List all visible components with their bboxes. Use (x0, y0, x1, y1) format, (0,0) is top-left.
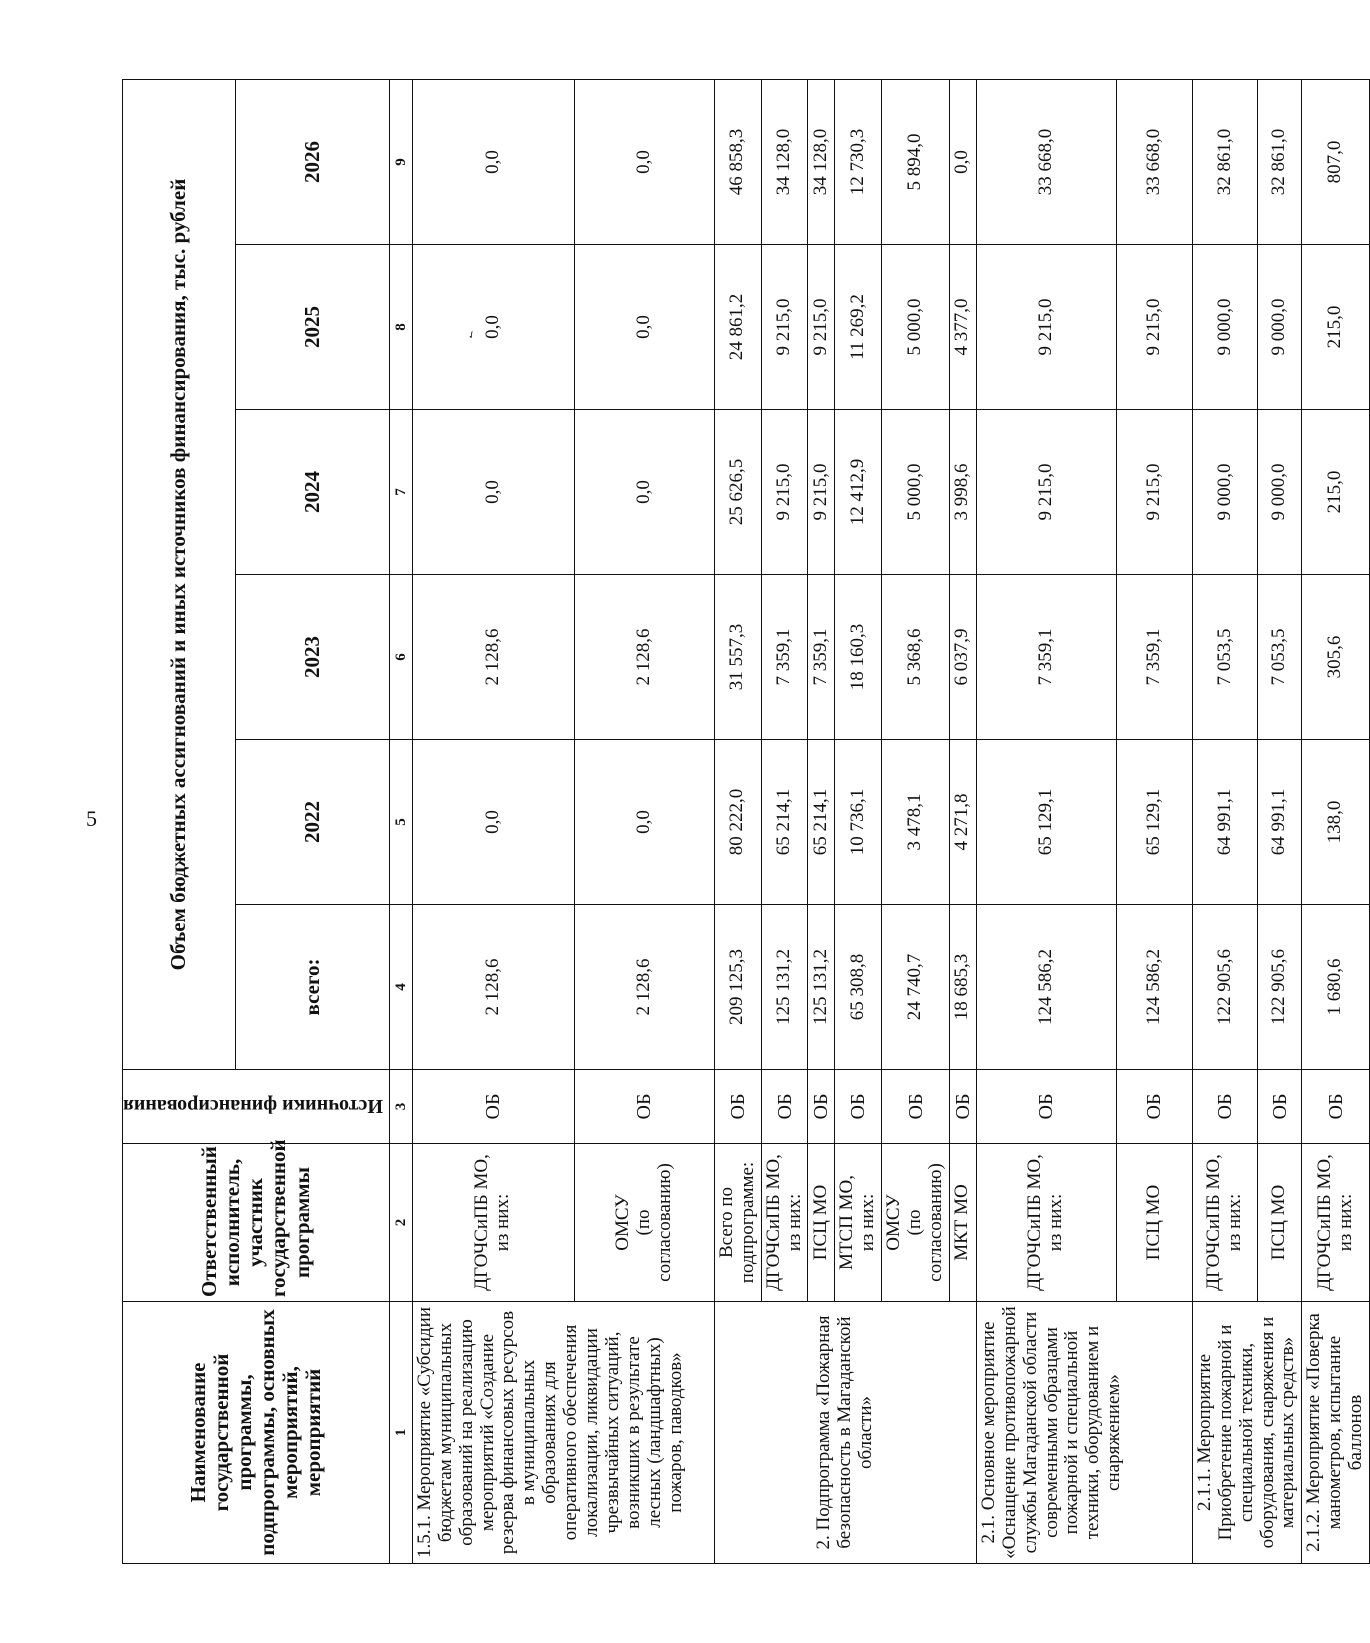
source-cell: ОБ (761, 1070, 808, 1144)
source-cell: ОБ (949, 1070, 976, 1144)
executor-cell: МКТ МО (949, 1144, 976, 1302)
amount-cell: 65 214,1 (808, 740, 835, 905)
table-row (1192, 79, 1257, 1563)
source-cell: ОБ (1192, 1070, 1257, 1144)
activity-name-cell: 2. Подпрограмма «Пожарная безопасность в Магаданской области» (714, 1302, 976, 1564)
header-year-2025: 2025 (235, 245, 389, 410)
activity-name-cell: 1.5.1. Мероприятие «Субсидии бюджетам муниципальных образований на реализацию мероприятий «Создание резерва финансовых ресурсов в муниципальных образованиях для оперативного обеспечения локализации, ликвидации чрезвычайных ситуаций, возникших в результате лесных (ландшафтных) пожаров, паводков» (412, 1302, 714, 1564)
amount-cell: 9 000,0 (1192, 410, 1257, 575)
pen-mark: ✓ (465, 328, 479, 343)
amount-cell: 2 128,6 (574, 575, 714, 740)
amount-cell: 33 668,0 (976, 79, 1116, 244)
amount-cell: 65 308,8 (835, 905, 882, 1070)
budget-table (122, 79, 1370, 1564)
amount-cell: 122 905,6 (1258, 905, 1302, 1070)
amount-cell: 2 128,6 (574, 905, 714, 1070)
header-year-2023: 2023 (235, 575, 389, 740)
amount-cell: 0,0 (412, 79, 574, 244)
amount-cell: 10 736,1 (835, 740, 882, 905)
activity-name-cell: 2.1.2. Мероприятие «Поверка манометров, испытание баллонов (1302, 1302, 1370, 1564)
source-cell: ОБ (835, 1070, 882, 1144)
amount-cell: 9 215,0 (1116, 410, 1192, 575)
source-cell: ОБ (1258, 1070, 1302, 1144)
col-index: 2 (389, 1144, 412, 1302)
amount-cell: 9 215,0 (808, 410, 835, 575)
activity-name-cell: 2.1.1. Мероприятие Приобретение пожарной и специальной техники, оборудования, снаряжения и материальных средств» (1192, 1302, 1301, 1564)
amount-cell: 122 905,6 (1192, 905, 1257, 1070)
amount-cell: 209 125,3 (714, 905, 761, 1070)
amount-cell: 3 478,1 (882, 740, 950, 905)
executor-cell: ДГОЧСиПБ МО, из них: (761, 1144, 808, 1302)
col-index: 7 (389, 410, 412, 575)
amount-cell: 0,0 (949, 79, 976, 244)
amount-cell: 18 160,3 (835, 575, 882, 740)
amount-cell: 124 586,2 (1116, 905, 1192, 1070)
executor-cell: ДГОЧСиПБ МО, из них: (412, 1144, 574, 1302)
amount-cell: 34 128,0 (808, 79, 835, 244)
amount-cell: 9 000,0 (1258, 410, 1302, 575)
table-row (976, 79, 1116, 1563)
amount-cell: 7 053,5 (1192, 575, 1257, 740)
amount-cell: 32 861,0 (1192, 79, 1257, 244)
amount-cell: 33 668,0 (1116, 79, 1192, 244)
col-index: 3 (389, 1070, 412, 1144)
amount-cell: 0,0 (574, 245, 714, 410)
amount-cell: 7 359,1 (1116, 575, 1192, 740)
source-cell: ОБ (1302, 1070, 1370, 1144)
amount-cell: 65 129,1 (976, 740, 1116, 905)
amount-cell: 5 000,0 (882, 410, 950, 575)
amount-cell: 46 858,3 (714, 79, 761, 244)
amount-cell: 125 131,2 (761, 905, 808, 1070)
amount-cell: 3 998,6 (949, 410, 976, 575)
amount-cell: 1 680,6 (1302, 905, 1370, 1070)
amount-cell: 7 359,1 (808, 575, 835, 740)
amount-cell: 9 215,0 (1116, 245, 1192, 410)
col-index: 5 (389, 740, 412, 905)
budget-table-sheet (122, 80, 1367, 1564)
source-cell: ОБ (574, 1070, 714, 1144)
header-year-total: всего: (235, 905, 389, 1070)
amount-cell: 11 269,2 (835, 245, 882, 410)
col-index: 9 (389, 79, 412, 244)
amount-cell: 0,0 (412, 740, 574, 905)
amount-cell: 4 377,0 (949, 245, 976, 410)
table-row (412, 79, 574, 1563)
amount-cell: 0,0 (574, 410, 714, 575)
amount-cell: 9 000,0 (1192, 245, 1257, 410)
source-cell: ОБ (882, 1070, 950, 1144)
amount-cell: 24 861,2 (714, 245, 761, 410)
amount-cell: 807,0 (1302, 79, 1370, 244)
executor-cell: ПСЦ МО (1258, 1144, 1302, 1302)
amount-cell: 7 359,1 (761, 575, 808, 740)
amount-cell: 0,0 (412, 410, 574, 575)
amount-cell: 9 215,0 (808, 245, 835, 410)
header-executor-col: Ответственный исполнитель, участник государственной программы (123, 1144, 390, 1302)
amount-cell: 34 128,0 (761, 79, 808, 244)
source-cell: ОБ (976, 1070, 1116, 1144)
executor-cell: ОМСУ (по согласованию) (882, 1144, 950, 1302)
header-name-col: Наименование государственной программы, подпрограммы, основных мероприятий, мероприятий (123, 1302, 390, 1564)
amount-cell: 0,0 (412, 245, 574, 410)
amount-cell: 7 053,5 (1258, 575, 1302, 740)
amount-cell: 9 215,0 (761, 410, 808, 575)
amount-cell: 4 271,8 (949, 740, 976, 905)
amount-cell: 9 215,0 (976, 410, 1116, 575)
header-year-2022: 2022 (235, 740, 389, 905)
amount-cell: 24 740,7 (882, 905, 950, 1070)
table-row (714, 79, 761, 1563)
amount-cell: 0,0 (574, 740, 714, 905)
amount-cell: 9 215,0 (761, 245, 808, 410)
source-cell: ОБ (412, 1070, 574, 1144)
amount-cell: 32 861,0 (1258, 79, 1302, 244)
amount-cell: 2 128,6 (412, 575, 574, 740)
amount-cell: 7 359,1 (976, 575, 1116, 740)
page-number: 5 (86, 806, 97, 831)
header-year-2024: 2024 (235, 410, 389, 575)
amount-cell: 12 730,3 (835, 79, 882, 244)
source-cell: ОБ (808, 1070, 835, 1144)
amount-cell: 9 000,0 (1258, 245, 1302, 410)
amount-cell: 138,0 (1302, 740, 1370, 905)
executor-cell: Всего по подпрограмме: (714, 1144, 761, 1302)
amount-cell: 25 626,5 (714, 410, 761, 575)
amount-cell: 124 586,2 (976, 905, 1116, 1070)
source-cell: ОБ (1116, 1070, 1192, 1144)
executor-cell: ПСЦ МО (808, 1144, 835, 1302)
source-cell: ОБ (714, 1070, 761, 1144)
table-row (1302, 79, 1370, 1563)
amount-cell: 215,0 (1302, 245, 1370, 410)
amount-cell: 64 991,1 (1192, 740, 1257, 905)
amount-cell: 215,0 (1302, 410, 1370, 575)
amount-cell: 2 128,6 (412, 905, 574, 1070)
executor-cell: ДГОЧСиПБ МО, из них: (976, 1144, 1116, 1302)
amount-cell: 5 000,0 (882, 245, 950, 410)
amount-cell: 65 214,1 (761, 740, 808, 905)
header-year-2026: 2026 (235, 79, 389, 244)
amount-cell: 64 991,1 (1258, 740, 1302, 905)
col-index: 6 (389, 575, 412, 740)
amount-cell: 31 557,3 (714, 575, 761, 740)
header-source-label: Источники финансирования (123, 1095, 383, 1118)
amount-cell: 65 129,1 (1116, 740, 1192, 905)
amount-cell: 305,6 (1302, 575, 1370, 740)
amount-cell: 80 222,0 (714, 740, 761, 905)
amount-cell: 125 131,2 (808, 905, 835, 1070)
amount-cell: 6 037,9 (949, 575, 976, 740)
header-source-col (123, 1070, 390, 1144)
col-index: 4 (389, 905, 412, 1070)
header-volume: Объем бюджетных ассигнований и иных источников финансирования, тыс. рублей (123, 79, 236, 1069)
col-index: 1 (389, 1302, 412, 1564)
executor-cell: ПСЦ МО (1116, 1144, 1192, 1302)
amount-cell: 0,0 (574, 79, 714, 244)
amount-cell: 18 685,3 (949, 905, 976, 1070)
amount-cell: 5 368,6 (882, 575, 950, 740)
amount-cell: 5 894,0 (882, 79, 950, 244)
amount-cell: 12 412,9 (835, 410, 882, 575)
executor-cell: МТСП МО, из них: (835, 1144, 882, 1302)
col-index: 8 (389, 245, 412, 410)
activity-name-cell: 2.1. Основное мероприятие «Оснащение противопожарной службы Магаданской области современными образцами пожарной и специальной техники, оборудованием и снаряжением» (976, 1302, 1192, 1564)
executor-cell: ДГОЧСиПБ МО, из них: (1302, 1144, 1370, 1302)
amount-cell: 9 215,0 (976, 245, 1116, 410)
executor-cell: ОМСУ (по согласованию) (574, 1144, 714, 1302)
executor-cell: ДГОЧСиПБ МО, из них: (1192, 1144, 1257, 1302)
